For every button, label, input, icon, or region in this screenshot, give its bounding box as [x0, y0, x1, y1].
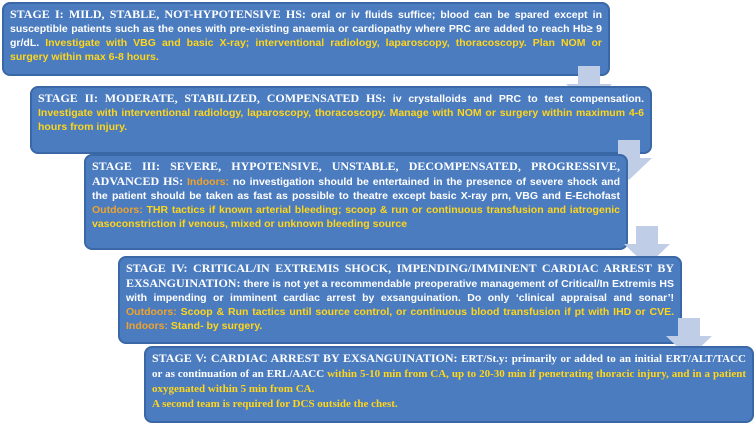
stage-5-text: ERT/St.y: primarily or added to an initial ERT/ALT/TACC or as continuation of an ERL/AACC	[152, 353, 746, 380]
stage-3-box	[84, 154, 628, 250]
stage-5-highlight: within 5-10 min from CA, up to 20-30 min if penetrating thoracic injury, and in a patient oxygenated within 5 min from CA.	[152, 368, 746, 395]
stage-2-title: STAGE II: MODERATE, STABILIZED, COMPENSATED HS:	[38, 91, 387, 105]
stage-2-highlight: Investigate with interventional radiology, laparoscopy, thoracoscopy. Manage with NOM or surgery within maximum 4-6 hours from injury.	[38, 107, 644, 133]
stage-4-text: there is not yet a recommendable preoperative management of Critical/In Extremis HS with impending or imminent cardiac arrest by exsanguination. Do only ‘clinical appraisal and sonar’!	[126, 278, 674, 304]
stage-1-box	[2, 2, 610, 76]
stage-1-highlight: Investigate with VBG and basic X-ray; interventional radiology, laparoscopy, thoracoscopy. Plan NOM or surgery within max 6-8 hours.	[10, 37, 602, 63]
stage-3-highlight: THR tactics if known arterial bleeding; scoop & run or continuous transfusion and iatrogenic vasoconstriction if venous, mixed or unknown bleeding source	[92, 204, 620, 230]
stage-5-title: STAGE V: CARDIAC ARREST BY EXSANGUINATION:	[152, 351, 458, 365]
stage-5-box	[144, 346, 754, 423]
stage-3-text: no investigation should be entertained in the presence of severe shock and the patient should be taken as fast as possible to theatre except basic X-ray prn, VBG and E-Echofast	[92, 176, 620, 202]
stage-1-title: STAGE I: MILD, STABLE, NOT-HYPOTENSIVE HS:	[10, 7, 306, 21]
stage-3-title: STAGE III: SEVERE, HYPOTENSIVE, UNSTABLE, DECOMPENSATED, PROGRESSIVE, ADVANCED HS:	[92, 159, 620, 188]
stage-3-outdoors-label: Outdoors:	[92, 204, 143, 216]
stage-4-indoors-label: Indoors:	[126, 320, 168, 332]
stage-4-highlight-2: Stand- by surgery.	[168, 320, 263, 332]
stage-5-highlight-2: A second team is required for DCS outside the chest.	[152, 398, 398, 410]
stage-4-box	[118, 256, 682, 344]
stage-4-title: STAGE IV: CRITICAL/IN EXTREMIS SHOCK, IMPENDING/IMMINENT CARDIAC ARREST BY EXSANGUINATION:	[126, 261, 674, 290]
stage-3-indoors-label: Indoors:	[183, 176, 229, 188]
stage-2-box	[30, 86, 652, 154]
stage-4-outdoors-label: Outdoors:	[126, 306, 177, 318]
stage-4-highlight: Scoop & Run tactics until source control, or continuous blood transfusion if pt with IHD or CVE.	[176, 306, 674, 318]
stage-1-text: oral or iv fluids suffice; blood can be spared except in susceptible patients such as the ones with pre-existing anaemia or cardiopathy where PRC are added to reach Hb≥ 9 gr/dL.	[10, 9, 602, 49]
stage-2-text: iv crystalloids and PRC to test compensation.	[386, 93, 644, 105]
